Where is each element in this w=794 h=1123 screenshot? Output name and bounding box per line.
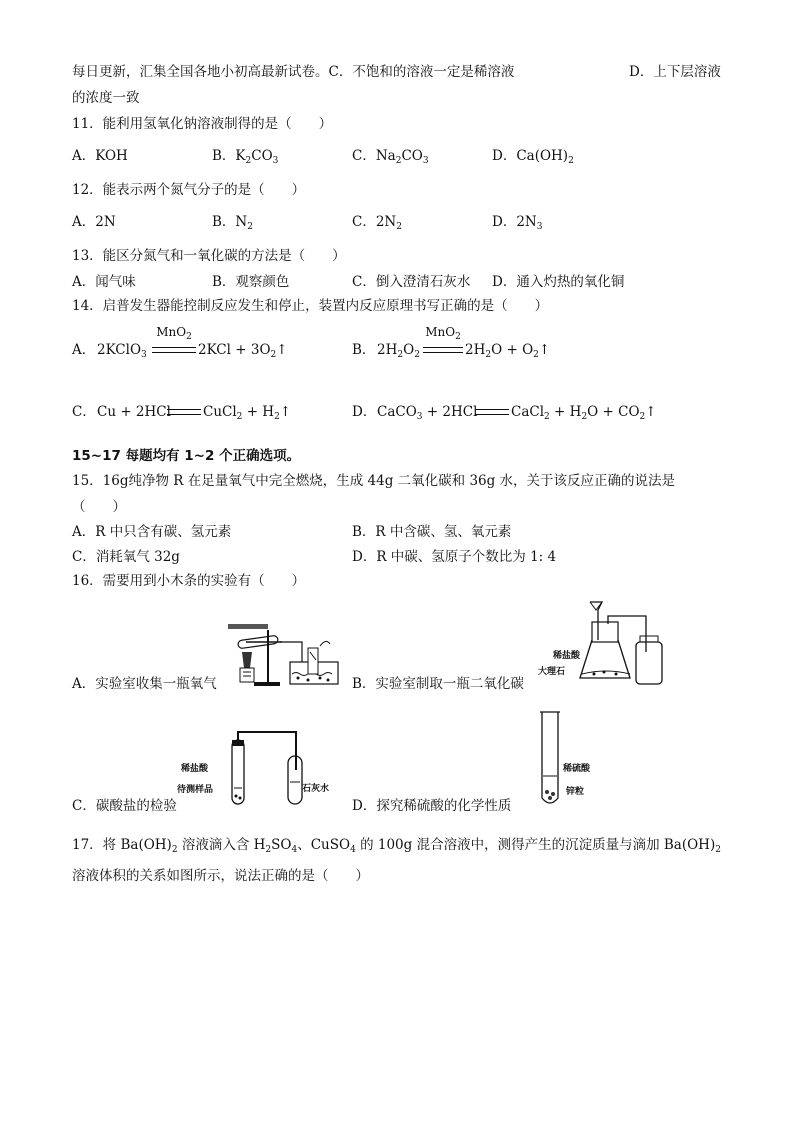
q15-stem: 15．16g纯净物 R 在足量氧气中完全燃烧，生成 44g 二氧化碳和 36g 水，关于该反应正确的说法是 bbox=[72, 473, 676, 489]
top-option-d: D．上下层溶液 bbox=[629, 64, 721, 80]
q14-option-a-label: A． bbox=[72, 342, 96, 358]
q14-c-products: CuCl$_2$ + $H_2↑$ bbox=[203, 404, 292, 422]
q14-b-reactants: $2H_2O_2$ bbox=[377, 342, 420, 360]
q16-option-a: A．实验室收集一瓶氧气 bbox=[72, 676, 217, 692]
q14-stem: 14．启普发生器能控制反应发生和停止，装置内反应原理书写正确的是（ ） bbox=[72, 298, 549, 314]
q16-stem: 16．需要用到小木条的实验有（ ） bbox=[72, 573, 306, 589]
top-line-2: 的浓度一致 bbox=[72, 90, 140, 106]
q14-b-equals bbox=[423, 347, 463, 353]
q15-option-d: D．R 中碳、氢原子个数比为 1: 4 bbox=[352, 549, 557, 565]
q16-fig-c-lime-label: 石灰水 bbox=[302, 784, 330, 794]
q16-fig-c-sample-label: 待测样品 bbox=[177, 785, 214, 795]
q16-fig-d-acid-label: 稀硫酸 bbox=[563, 764, 591, 774]
q13-stem: 13．能区分氮气和一氧化碳的方法是（ ） bbox=[72, 248, 346, 264]
q14-d-reactants: CaCO$_3$ + 2HCl bbox=[377, 404, 478, 422]
q11-stem: 11．能利用氢氧化钠溶液制得的是（ ） bbox=[72, 116, 333, 132]
q14-a-equals bbox=[152, 347, 196, 353]
q14-a-products: $2KCl + 3O_2↑$ bbox=[198, 342, 288, 360]
q11-option-a: A．KOH bbox=[72, 148, 128, 164]
q17-stem-line1: 17．将 $Ba(OH)_2$ 溶液滴入含 $H_2SO_4$、CuSO$_4$ 的 100g 混合溶液中，测得产生的沉淀质量与滴加 $Ba(OH)_2$ bbox=[72, 837, 721, 855]
q14-a-catalyst: MnO$_2$ bbox=[156, 325, 192, 342]
q14-b-catalyst: MnO$_2$ bbox=[425, 325, 461, 342]
q16-fig-b-acid-label: 稀盐酸 bbox=[553, 651, 581, 661]
q13-option-b: B．观察颜色 bbox=[212, 274, 290, 290]
q11-option-d: D．$Ca(OH)_2$ bbox=[492, 148, 574, 166]
q12-option-c: C．$2N_2$ bbox=[352, 214, 402, 232]
q16-figure-a-oxygen-apparatus bbox=[224, 622, 340, 688]
q11-option-c: C．$Na_2CO_3$ bbox=[352, 148, 429, 166]
q13-option-c: C．倒入澄清石灰水 bbox=[352, 274, 471, 290]
q14-d-products: CaCl$_2$ + $H_2O$ + $CO_2↑$ bbox=[511, 404, 657, 422]
q14-option-b-label: B． bbox=[352, 342, 376, 358]
q12-option-b: B．$N_2$ bbox=[212, 214, 253, 232]
q15-option-a: A．R 中只含有碳、氢元素 bbox=[72, 524, 232, 540]
q13-option-d: D．通入灼热的氧化铜 bbox=[492, 274, 625, 290]
q13-option-a: A．闻气味 bbox=[72, 274, 136, 290]
q14-b-products: $2H_2O$ + $O_2↑$ bbox=[465, 342, 551, 360]
q14-option-c-label: C． bbox=[72, 404, 96, 420]
q14-option-d-label: D． bbox=[352, 404, 377, 420]
q16-fig-c-acid-label: 稀盐酸 bbox=[181, 764, 209, 774]
q12-option-d: D．$2N_3$ bbox=[492, 214, 543, 232]
q16-figure-c-carbonate-apparatus bbox=[222, 730, 322, 806]
top-line-text: 每日更新，汇集全国各地小初高最新试卷。C．不饱和的溶液一定是稀溶液 bbox=[72, 64, 515, 80]
q15-option-c: C．消耗氧气 32g bbox=[72, 549, 180, 565]
q15-paren: （ ） bbox=[72, 499, 126, 515]
q16-fig-d-zinc-label: 锌粒 bbox=[566, 787, 585, 797]
q12-option-a: A．2N bbox=[72, 214, 116, 230]
q14-c-reactants: Cu + 2HCl bbox=[97, 404, 171, 420]
q17-stem-line2: 溶液体积的关系如图所示，说法正确的是（ ） bbox=[72, 868, 369, 884]
q12-stem: 12．能表示两个氮气分子的是（ ） bbox=[72, 182, 306, 198]
q15-option-b: B．R 中含碳、氢、氧元素 bbox=[352, 524, 512, 540]
q14-a-reactants: 2KClO$_3$ bbox=[97, 342, 147, 360]
q16-figure-d-test-tube bbox=[538, 708, 562, 808]
q16-option-d: D．探究稀硫酸的化学性质 bbox=[352, 798, 512, 814]
q11-option-b: B．$K_2CO_3$ bbox=[212, 148, 279, 166]
q14-d-equals bbox=[475, 409, 509, 415]
q16-fig-b-marble-label: 大理石 bbox=[538, 667, 566, 677]
section-heading: 15~17 每题均有 1~2 个正确选项。 bbox=[72, 448, 301, 464]
q16-option-c: C．碳酸盐的检验 bbox=[72, 798, 177, 814]
q14-c-equals bbox=[167, 409, 201, 415]
q16-option-b: B．实验室制取一瓶二氧化碳 bbox=[352, 676, 524, 692]
header-line bbox=[72, 62, 514, 82]
